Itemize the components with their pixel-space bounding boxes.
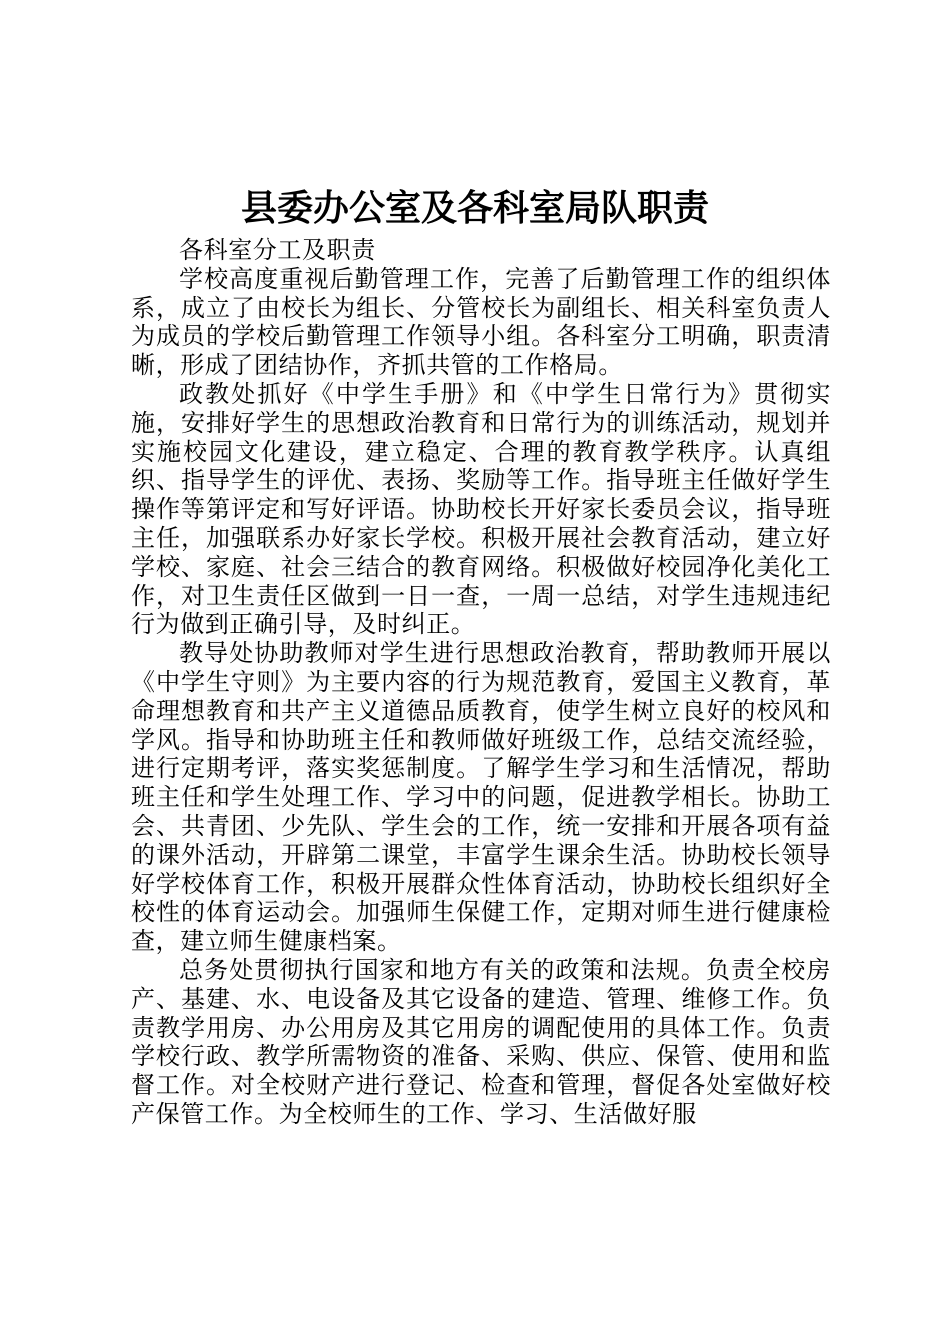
document-title: 县委办公室及各科室局队职责 xyxy=(240,187,709,229)
paragraph-political-office: 政教处抓好《中学生手册》和《中学生日常行为》贯彻实施，安排好学生的思想政治教育和日常行为的训练活动，规划并实施校园文化建设，建立稳定、合理的教育教学秩序。认真组织、指导学生的评优、表扬、奖励等工作。指导班主任做好学生操作等第评定和写好评语。协助校长开好家长委员会议，指导班主任，加强联系办好家长学校。积极开展社会教育活动，建立好学校、家庭、社会三结合的教育网络。积极做好校园净化美化工作，对卫生责任区做到一日一查，一周一总结，对学生违规违纪行为做到正确引导，及时纠正。 xyxy=(131,379,831,639)
paragraph-general-affairs-office: 总务处贯彻执行国家和地方有关的政策和法规。负责全校房产、基建、水、电设备及其它设备的建造、管理、维修工作。负责教学用房、办公用房及其它用房的调配使用的具体工作。负责学校行政、教学所需物资的准备、采购、供应、保管、使用和监督工作。对全校财产进行登记、检查和管理，督促各处室做好校产保管工作。为全校师生的工作、学习、生活做好服 xyxy=(131,955,831,1128)
paragraph-intro: 学校高度重视后勤管理工作，完善了后勤管理工作的组织体系，成立了由校长为组长、分管校长为副组长、相关科室负责人为成员的学校后勤管理工作领导小组。各科室分工明确，职责清晰，形成了团结协作，齐抓共管的工作格局。 xyxy=(131,264,831,380)
section-heading: 各科室分工及职责 xyxy=(179,236,376,264)
paragraph-teaching-office: 教导处协助教师对学生进行思想政治教育，帮助教师开展以《中学生守则》为主要内容的行为规范教育，爱国主义教育，革命理想教育和共产主义道德品质教育，使学生树立良好的校风和学风。指导和协助班主任和教师做好班级工作，总结交流经验，进行定期考评，落实奖惩制度。了解学生学习和生活情况，帮助班主任和学生处理工作、学习中的问题，促进教学相长。协助工会、共青团、少先队、学生会的工作，统一安排和开展各项有益的课外活动，开辟第二课堂，丰富学生课余生活。协助校长领导好学校体育工作，积极开展群众性体育活动，协助校长组织好全校性的体育运动会。加强师生保健工作，定期对师生进行健康检查，建立师生健康档案。 xyxy=(131,639,831,956)
document-body xyxy=(131,236,831,1129)
